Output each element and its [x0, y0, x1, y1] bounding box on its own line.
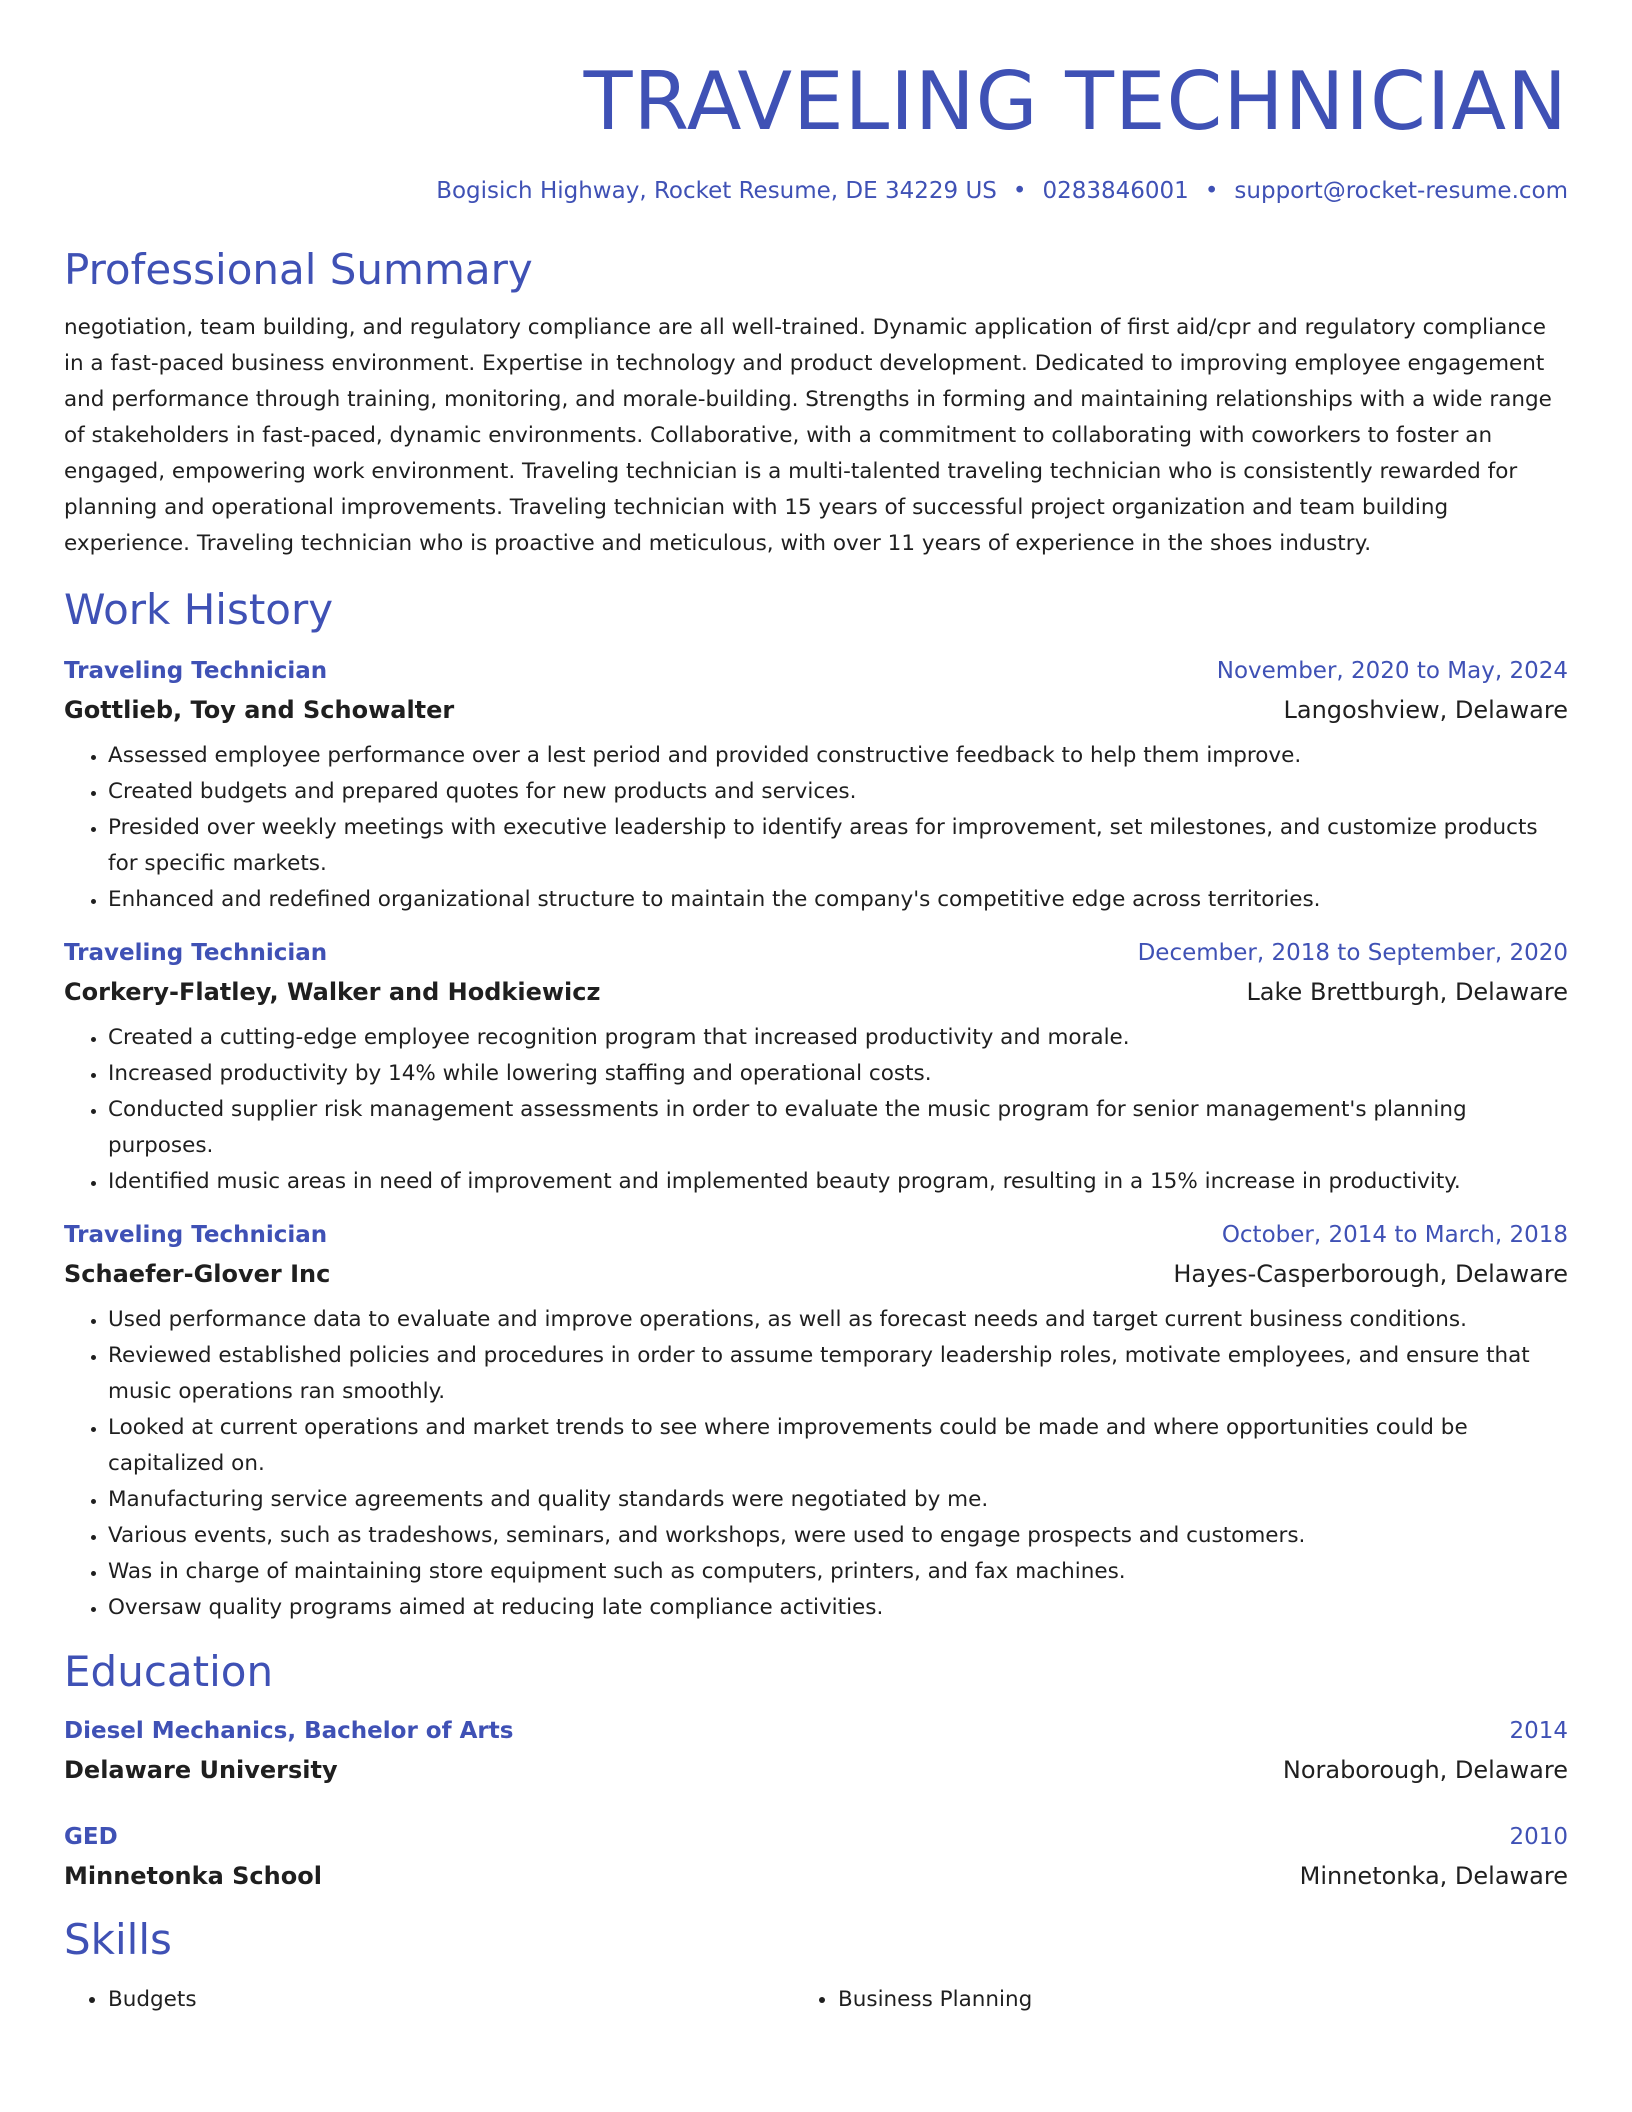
list-item: • Looked at current operations and market trends to see where improvements could be made and where opportunities could be capitalized on.	[108, 1410, 1568, 1482]
job-role: Traveling Technician	[64, 940, 328, 966]
list-item: • Manufacturing service agreements and quality standards were negotiated by me.	[108, 1482, 1568, 1518]
job-company: Gottlieb, Toy and Schowalter	[64, 696, 455, 724]
job-role: Traveling Technician	[64, 1222, 328, 1248]
job-bullets	[64, 1302, 1568, 1626]
contact-address: Bogisich Highway, Rocket Resume, DE 34229 US	[436, 178, 997, 204]
education-location: Minnetonka, Delaware	[1299, 1862, 1568, 1890]
education-degree: Diesel Mechanics, Bachelor of Arts	[64, 1718, 514, 1744]
list-item: • Identified music areas in need of improvement and implemented beauty program, resulting in a 15% increase in productivity.	[108, 1164, 1568, 1200]
job-entry	[64, 940, 1568, 1200]
contact-separator: •	[1012, 178, 1027, 204]
list-item: • Presided over weekly meetings with executive leadership to identify areas for improvement, set milestones, and customize products for specific markets.	[108, 810, 1568, 882]
job-company: Schaefer-Glover Inc	[64, 1260, 331, 1288]
job-entry	[64, 658, 1568, 918]
resume-header	[64, 0, 1568, 204]
list-item: • Used performance data to evaluate and improve operations, as well as forecast needs and target current business conditions.	[108, 1302, 1568, 1338]
job-company: Corkery-Flatley, Walker and Hodkiewicz	[64, 978, 601, 1006]
education-entry	[64, 1824, 1568, 1890]
job-dates: October, 2014 to March, 2018	[1221, 1222, 1568, 1248]
job-location: Hayes-Casperborough, Delaware	[1173, 1260, 1568, 1288]
education-entry	[64, 1718, 1568, 1784]
job-location: Lake Brettburgh, Delaware	[1246, 978, 1568, 1006]
list-item: • Assessed employee performance over a lest period and provided constructive feedback to help them improve.	[108, 738, 1568, 774]
education-location: Noraborough, Delaware	[1282, 1756, 1568, 1784]
summary-heading: Professional Summary	[64, 245, 533, 294]
job-entry	[64, 1222, 1568, 1626]
list-item: • Enhanced and redefined organizational structure to maintain the company's competitive edge across territories.	[108, 882, 1568, 918]
skills-list	[64, 1982, 1568, 2018]
job-dates: November, 2020 to May, 2024	[1216, 658, 1568, 684]
list-item: • Increased productivity by 14% while lowering staffing and operational costs.	[108, 1056, 1568, 1092]
list-item: • Conducted supplier risk management assessments in order to evaluate the music program for senior management's planning purposes.	[108, 1092, 1568, 1164]
contact-separator: •	[1204, 178, 1219, 204]
list-item: • Created budgets and prepared quotes for new products and services.	[108, 774, 1568, 810]
contact-line	[64, 178, 1568, 204]
skill-item: • Business Planning	[838, 1982, 1568, 2018]
list-item: • Oversaw quality programs aimed at reducing late compliance activities.	[108, 1590, 1568, 1626]
education-degree: GED	[64, 1824, 118, 1850]
skill-item: • Budgets	[108, 1982, 838, 2018]
education-heading: Education	[64, 1647, 274, 1696]
job-bullets	[64, 1020, 1568, 1200]
contact-email: support@rocket-resume.com	[1234, 178, 1568, 204]
education-school: Minnetonka School	[64, 1862, 322, 1890]
education-school: Delaware University	[64, 1756, 338, 1784]
list-item: • Created a cutting-edge employee recognition program that increased productivity and morale.	[108, 1020, 1568, 1056]
list-item: • Various events, such as tradeshows, seminars, and workshops, were used to engage prospects and customers.	[108, 1518, 1568, 1554]
job-location: Langoshview, Delaware	[1283, 696, 1568, 724]
education-year: 2014	[1509, 1718, 1568, 1744]
job-bullets	[64, 738, 1568, 918]
summary-text: negotiation, team building, and regulatory compliance are all well-trained. Dynamic application of first aid/cpr and regulatory compliance in a fast-paced business environment. Expertise in technology and product development. Dedicated to improving employee engagement and performance through training, monitoring, and morale-building. Strengths in forming and maintaining relationships with a wide range of stakeholders in fast-paced, dynamic environments. Collaborative, with a commitment to collaborating with coworkers to foster an engaged, empowering work environment. Traveling technician is a multi-talented traveling technician who is consistently rewarded for planning and operational improvements. Traveling technician with 15 years of successful project organization and team building experience. Traveling technician who is proactive and meticulous, with over 11 years of experience in the shoes industry.	[64, 315, 1552, 556]
contact-phone: 0283846001	[1042, 178, 1189, 204]
job-role: Traveling Technician	[64, 658, 328, 684]
list-item: • Was in charge of maintaining store equipment such as computers, printers, and fax machines.	[108, 1554, 1568, 1590]
skills-heading: Skills	[64, 1915, 172, 1964]
work-history-heading: Work History	[64, 585, 334, 634]
list-item: • Reviewed established policies and procedures in order to assume temporary leadership roles, motivate employees, and ensure that music operations ran smoothly.	[108, 1338, 1568, 1410]
job-dates: December, 2018 to September, 2020	[1137, 940, 1568, 966]
candidate-name: TRAVELING TECHNICIAN	[583, 55, 1568, 148]
education-year: 2010	[1509, 1824, 1568, 1850]
